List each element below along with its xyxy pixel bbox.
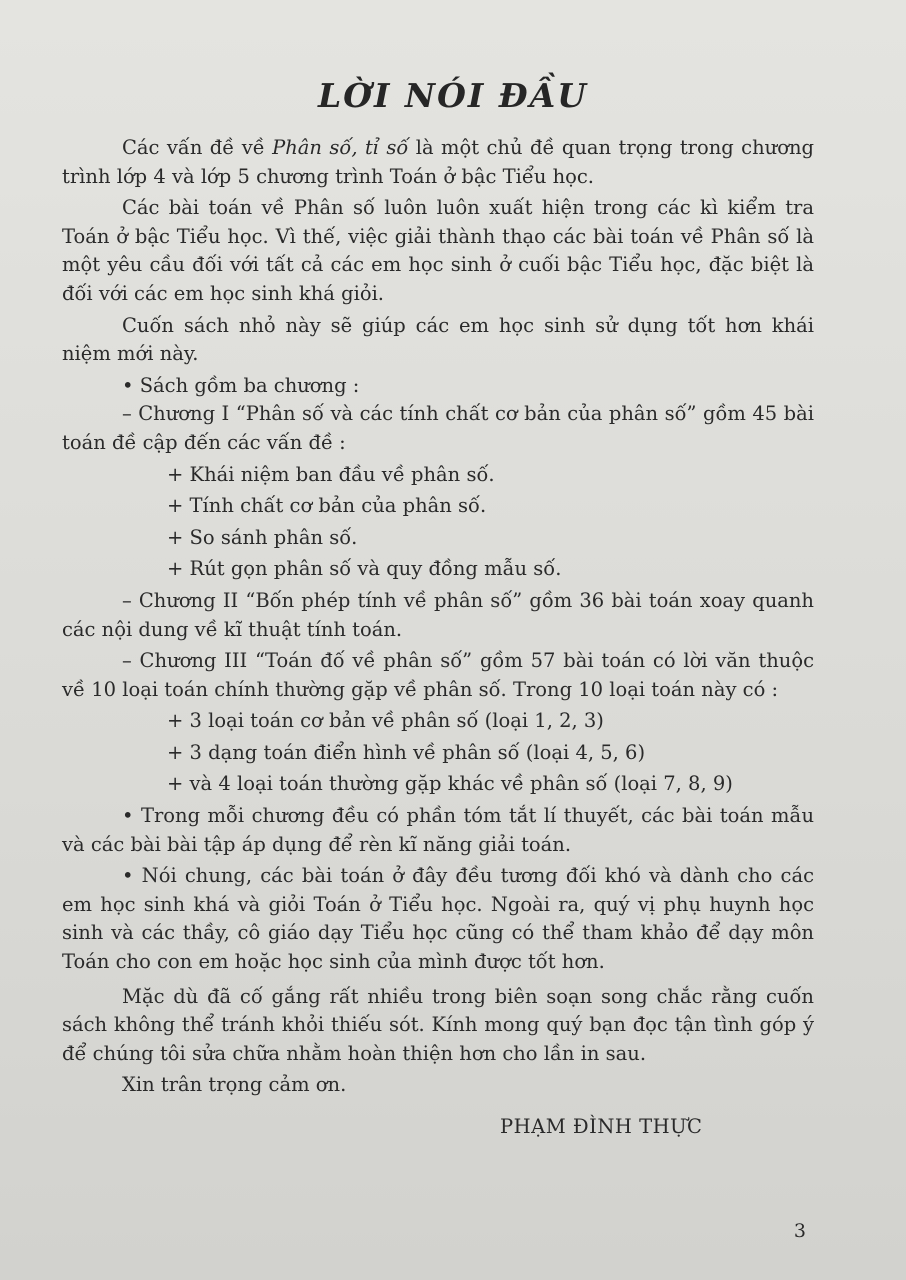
chapter-3-item: + 3 loại toán cơ bản về phân số (loại 1, 2, 3) xyxy=(167,709,604,733)
chapter-1-item: + Khái niệm ban đầu về phân số. xyxy=(167,462,495,486)
paragraph-chapter-3: – Chương III “Toán đố về phân số” gồm 57 bài toán có lời văn thuộc về 10 loại toán chính thường gặp về phân số. Trong 10 loại toán này có : xyxy=(62,649,814,701)
paragraph-structure: • Sách gồm ba chương : xyxy=(122,373,360,397)
paragraph-chapter-2: – Chương II “Bốn phép tính về phân số” gồm 36 bài toán xoay quanh các nội dung về kĩ thuật tính toán. xyxy=(62,588,814,641)
chapter-1-item: + Tính chất cơ bản của phân số. xyxy=(167,494,487,518)
chapter-1-item: + Rút gọn phân số và quy đồng mẫu số. xyxy=(167,557,562,581)
chapter-1-item: + So sánh phân số. xyxy=(167,525,358,549)
paragraph-apology: Mặc dù đã cố gắng rất nhiều trong biên soạn song chắc rằng cuốn sách không thể tránh khỏi thiếu sót. Kính mong quý bạn đọc tận tình góp ý để chúng tôi sửa chữa nhằm hoàn thiện hơn cho lần in sau. xyxy=(62,984,814,1065)
chapter-3-item: + 3 dạng toán điển hình về phân số (loại 4, 5, 6) xyxy=(167,740,646,764)
paragraph-thanks: Xin trân trọng cảm ơn. xyxy=(122,1073,347,1097)
intro-text-c: là một chủ đề quan trọng trong chương trình lớp 4 và lớp 5 chương trình Toán ở bậc Tiểu học. xyxy=(62,136,814,188)
paragraph-chapter-1: – Chương I “Phân số và các tính chất cơ bản của phân số” gồm 45 bài toán đề cập đến các vấn đề : xyxy=(62,402,814,454)
paragraph-audience: • Nói chung, các bài toán ở đây đều tương đối khó và dành cho các em học sinh khá và giỏi Toán ở Tiểu học. Ngoài ra, quý vị phụ huynh học sinh và các thầy, cô giáo dạy Tiểu học cũng có thể tham khảo để dạy môn Toán cho con em hoặc học sinh của mình được tốt hơn. xyxy=(62,864,814,974)
paragraph-purpose: Cuốn sách nhỏ này sẽ giúp các em học sinh sử dụng tốt hơn khái niệm mới này. xyxy=(62,313,814,366)
paragraph-importance: Các bài toán về Phân số luôn luôn xuất hiện trong các kì kiểm tra Toán ở bậc Tiểu học. Vì thế, việc giải thành thạo các bài toán về Phân số là một yêu cầu đối với tất cả các em học sinh ở cuối bậc Tiểu học, đặc biệt là đối với các em học sinh khá giỏi. xyxy=(62,196,814,305)
preface-body xyxy=(62,134,814,1100)
chapter-3-item: + và 4 loại toán thường gặp khác về phân số (loại 7, 8, 9) xyxy=(167,772,733,796)
page-title: LỜI NÓI ĐẦU xyxy=(318,76,588,115)
paragraph-intro xyxy=(62,134,814,191)
paragraph-summary: • Trong mỗi chương đều có phần tóm tắt lí thuyết, các bài toán mẫu và các bài bài tập áp dụng để rèn kĩ năng giải toán. xyxy=(62,804,814,856)
author-signature: PHẠM ĐÌNH THỰC xyxy=(500,1115,703,1138)
page-number: 3 xyxy=(793,1220,806,1242)
intro-text-a: Các vấn đề về xyxy=(122,136,273,159)
intro-text-italic: Phân số, tỉ số xyxy=(272,136,409,159)
